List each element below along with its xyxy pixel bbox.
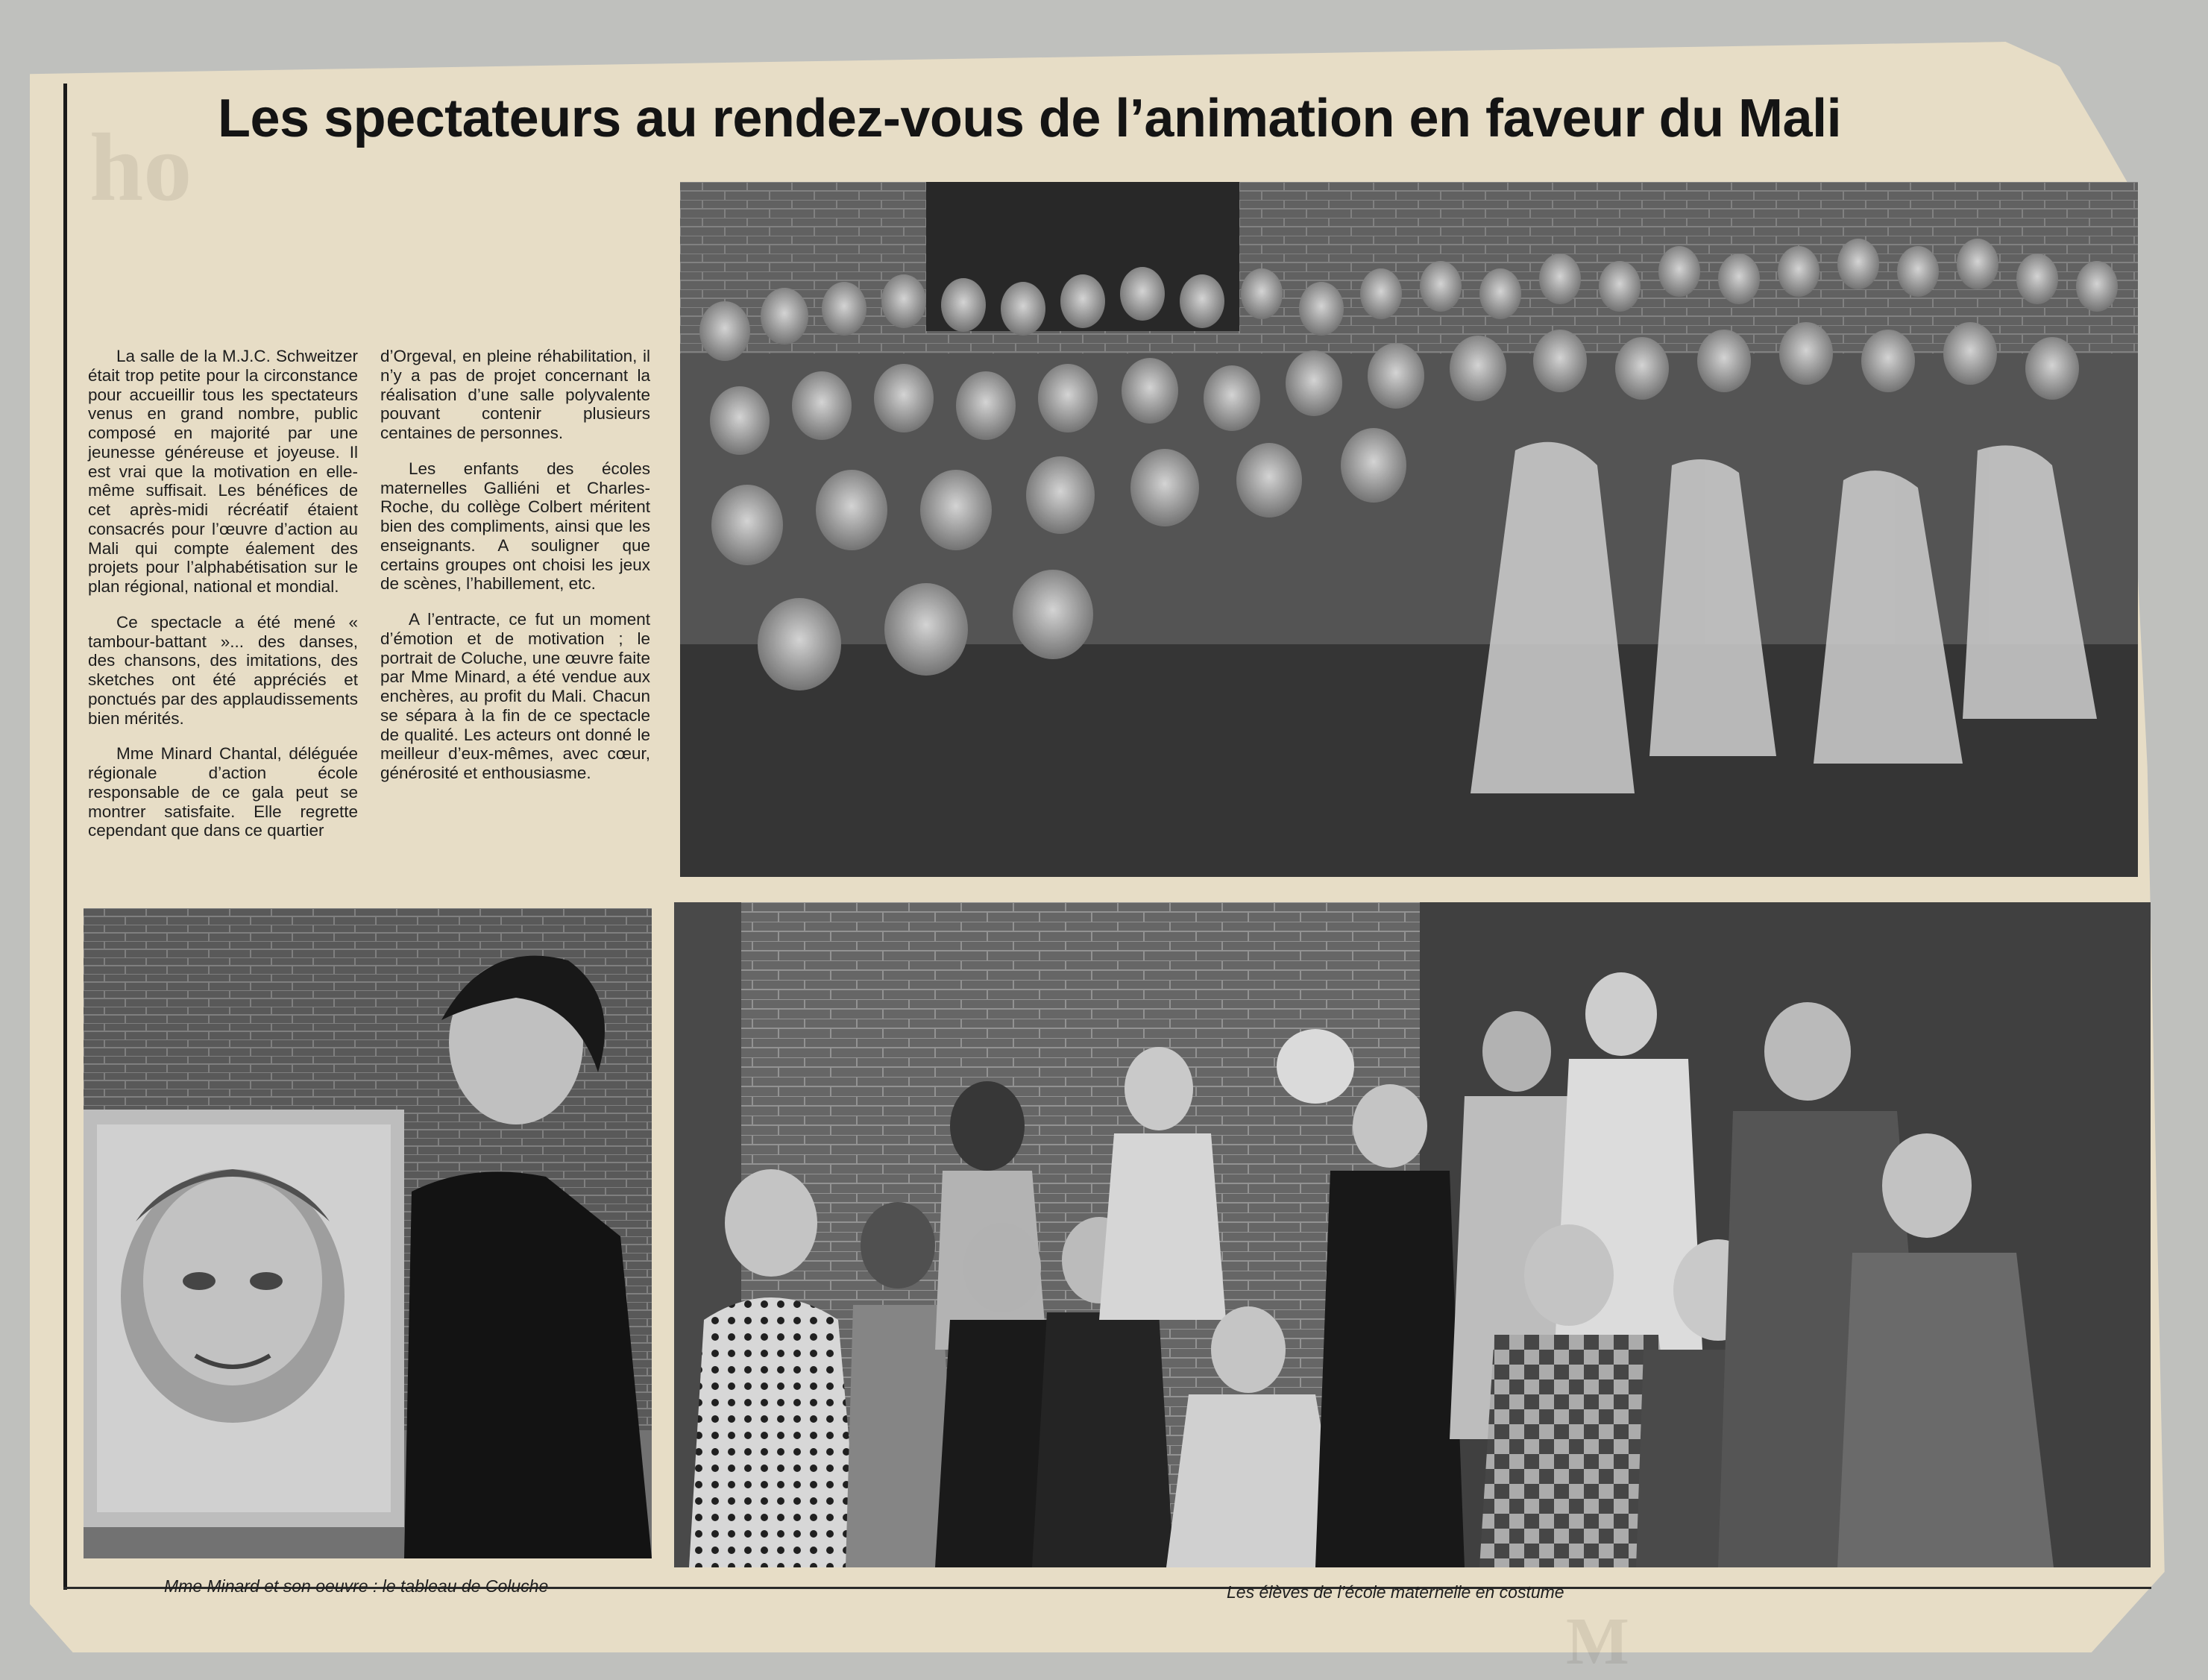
- article-headline: Les spectateurs au rendez-vous de l’animation en faveur du Mali: [218, 89, 1842, 148]
- paragraph: La salle de la M.J.C. Schweitzer était trop petite pour la circonstance pour accueillir tous les spectateurs venus en grand nombre, public composé en majorité par une jeunesse généreuse et joyeuse. Il est vrai que la motivation en elle-même suffisait. Les bénéfices de cet après-midi récréatif étaient consacrés pour l’œuvre d’action au Mali qui compte éalement des projets pour l’alphabétisation sur le plan régional, national et mondial.: [88, 347, 358, 596]
- article-column-2: [380, 347, 650, 799]
- column-rule: [63, 84, 67, 1590]
- photo-audience-dancers: [680, 182, 2138, 877]
- paragraph: Ce spectacle a été mené « tambour-battant »... des danses, des chansons, des imitations, des sketches ont été appréciés et ponctués par des applaudissements bien mérités.: [88, 612, 358, 728]
- show-through-text-bottom: M: [1566, 1605, 1629, 1679]
- article-column-1: [88, 347, 358, 857]
- paragraph: d’Orgeval, en pleine réhabilitation, il n’y a pas de projet concernant la réalisation d’une salle polyvalente pouvant contenir plusieurs centaines de personnes.: [380, 347, 650, 442]
- caption-portrait: Mme Minard et son oeuvre : le tableau de Coluche: [164, 1576, 549, 1596]
- paragraph: Les enfants des écoles maternelles Galliéni et Charles-Roche, du collège Colbert méritent bien des compliments, ainsi que les enseignants. A souligner que certains groupes ont choisi les jeux de scènes, l’habillement, etc.: [380, 459, 650, 594]
- photo-children-in-costume: [674, 902, 2151, 1567]
- paragraph: Mme Minard Chantal, déléguée régionale d’action école responsable de ce gala peut se montrer satisfaite. Elle regrette cependant que dans ce quartier: [88, 744, 358, 840]
- caption-children: Les élèves de l’école maternelle en costume: [1227, 1582, 1564, 1602]
- paragraph: A l’entracte, ce fut un moment d’émotion et de motivation ; le portrait de Coluche, une œuvre faite par Mme Minard, a été vendue aux enchères, au profit du Mali. Chacun se sépara à la fin de ce spectacle de qualité. Les acteurs ont donné le meilleur d’eux-mêmes, avec cœur, générosité et enthousiasme.: [380, 610, 650, 782]
- photo-woman-with-coluche-drawing: [84, 908, 652, 1558]
- show-through-text: ho: [89, 114, 192, 221]
